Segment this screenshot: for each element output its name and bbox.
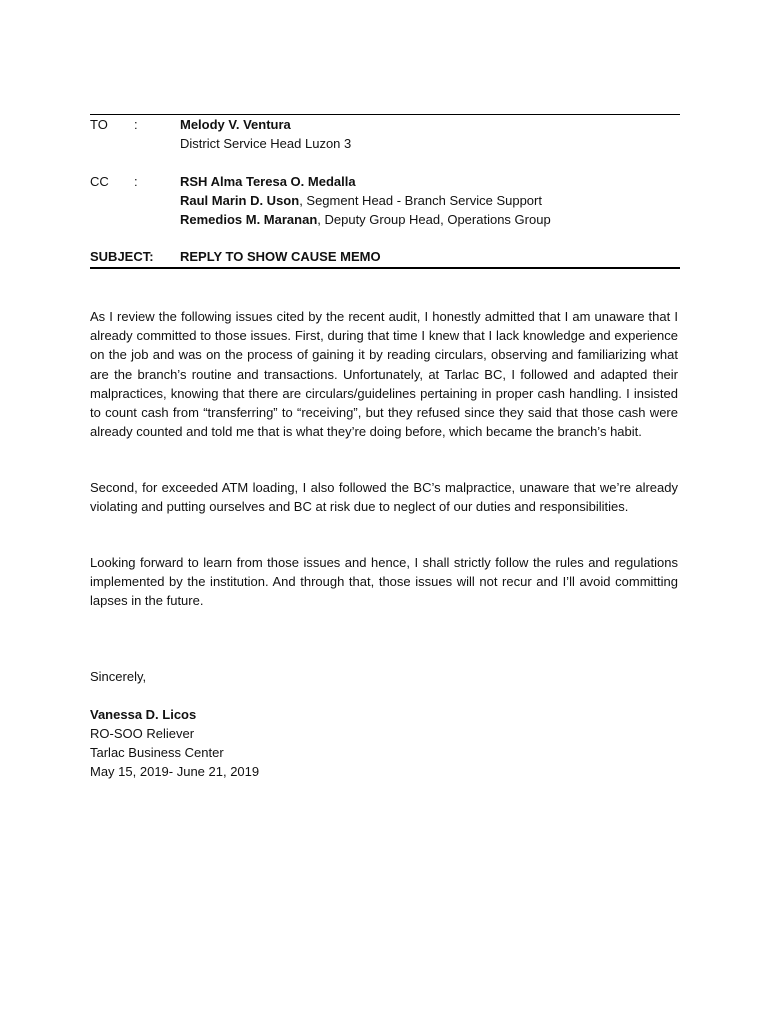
signatory-period: May 15, 2019- June 21, 2019 (90, 764, 260, 779)
header-top-rule (90, 114, 680, 115)
header-bottom-rule (90, 267, 680, 269)
to-title: District Service Head Luzon 3 (180, 136, 352, 151)
body-paragraph: As I review the following issues cited by the recent audit, I honestly admitted that I am unaware that I already committed to those issues. First, during that time I knew that I lack knowledge and experience on the job and was on the process of gaining it by reading circulars, observing and familiarizing what are the branch’s routine and transactions. Unfortunately, at Tarlac BC, I followed and adapted their malpractices, knowing that there are circulars/guidelines pertaining in proper cash handling. I insisted to count cash from “transferring” to “receiving”, but they refused since they said that those cash were already counted and told me that is what they’re doing before, which became the branch’s habit. (90, 309, 678, 440)
cc-recipient (180, 172, 356, 191)
subject-value: REPLY TO SHOW CAUSE MEMO (180, 249, 381, 264)
cc-recipient-name: RSH Alma Teresa O. Medalla (180, 174, 356, 189)
body-paragraph: Looking forward to learn from those issues and hence, I shall strictly follow the rules and regulations implemented by the institution. And through that, those issues will not recur and I’ll avoid committing lapses in the future. (90, 555, 678, 609)
cc-label: CC (90, 174, 109, 189)
body-paragraph: Second, for exceeded ATM loading, I also followed the BC’s malpractice, unaware that we’re already violating and putting ourselves and BC at risk due to neglect of our duties and responsibilities. (90, 480, 678, 515)
cc-recipient (180, 191, 542, 210)
signatory-office: Tarlac Business Center (90, 745, 224, 760)
cc-colon: : (134, 174, 138, 189)
signatory-name: Vanessa D. Licos (90, 707, 197, 722)
cc-recipient-role: , Deputy Group Head, Operations Group (317, 212, 551, 227)
to-label: TO (90, 117, 108, 132)
cc-recipient-role: , Segment Head - Branch Service Support (299, 193, 542, 208)
cc-recipient-name: Raul Marin D. Uson (180, 193, 300, 208)
subject-label: SUBJECT: (90, 249, 154, 264)
to-name: Melody V. Ventura (180, 117, 291, 132)
cc-recipient (180, 210, 551, 229)
cc-recipient-name: Remedios M. Maranan (180, 212, 318, 227)
to-colon: : (134, 117, 138, 132)
closing-salutation: Sincerely, (90, 669, 147, 684)
signatory-position: RO-SOO Reliever (90, 726, 195, 741)
